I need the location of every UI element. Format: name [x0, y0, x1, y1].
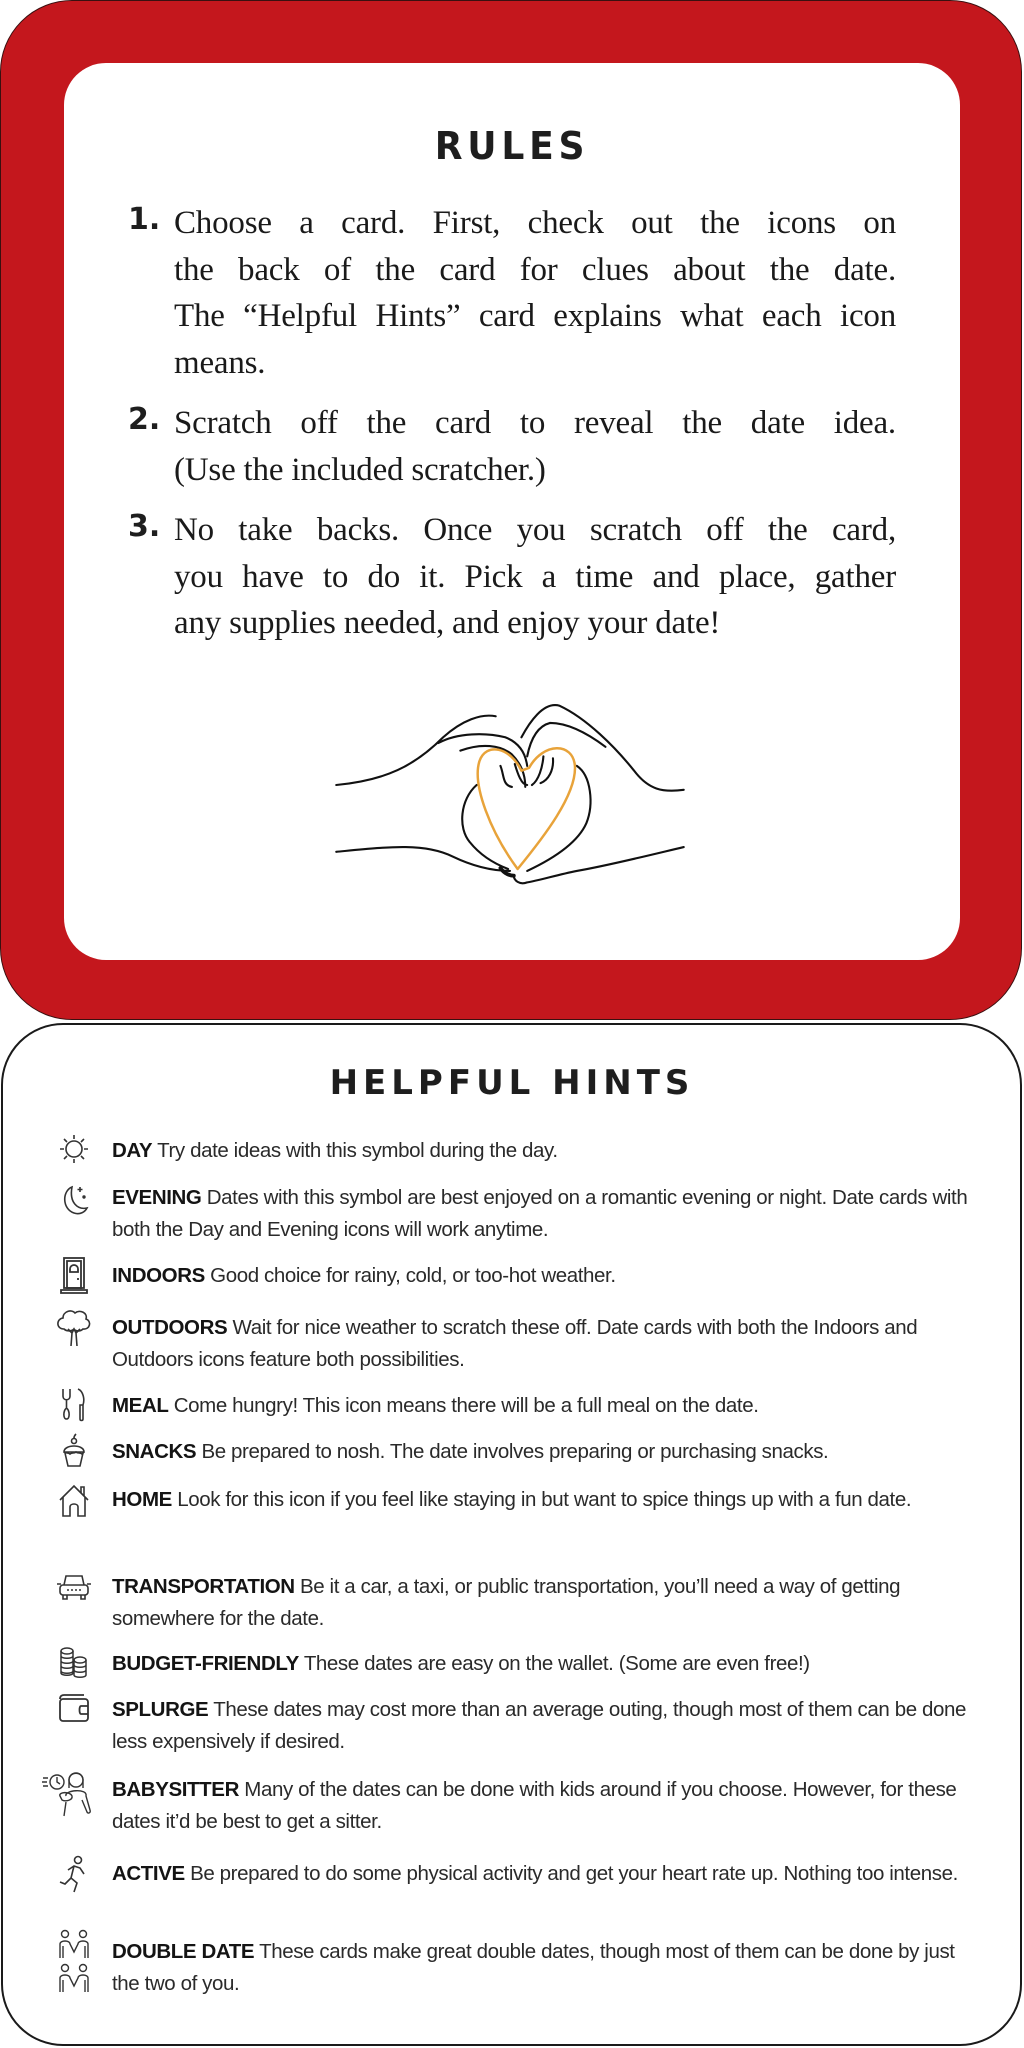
- hint-item: [112, 1774, 972, 1838]
- sun-icon: [50, 1125, 98, 1173]
- hint-text: These cards make great double dates, though most of them can be done by just the two of you.: [112, 1940, 955, 1995]
- hint-label: BUDGET-FRIENDLY: [112, 1652, 299, 1675]
- hint-text: Be prepared to do some physical activity and get your heart rate up. Nothing too intense.: [190, 1862, 958, 1885]
- hint-item: [112, 1858, 972, 1890]
- hint-text: Dates with this symbol are best enjoyed on a romantic evening or night. Date cards with both the Day and Evening icons will work anytime.: [112, 1186, 968, 1241]
- rule-item-1: [128, 200, 896, 386]
- cupcake-icon: [50, 1428, 98, 1476]
- hint-item: [112, 1484, 972, 1516]
- hint-text: Try date ideas with this symbol during the day.: [157, 1139, 558, 1162]
- hints-title: HELPFUL HINTS: [329, 1063, 695, 1103]
- hint-item: [112, 1571, 972, 1635]
- hint-label: INDOORS: [112, 1264, 205, 1287]
- rule-line: the back of the card for clues about the date.: [174, 251, 896, 288]
- hint-item: [112, 1436, 972, 1468]
- door-icon: [50, 1250, 98, 1298]
- hint-label: SPLURGE: [112, 1698, 209, 1721]
- hint-text: Good choice for rainy, cold, or too-hot weather.: [210, 1264, 616, 1287]
- tree-icon: [50, 1303, 98, 1351]
- rule-number: 3.: [128, 509, 161, 544]
- hint-item: [112, 1135, 972, 1167]
- rule-line: No take backs. Once you scratch off the card,: [174, 512, 896, 548]
- rule-line: Scratch off the card to reveal the date idea.: [174, 405, 896, 441]
- hint-text: Many of the dates can be done with kids around if you choose. However, for these dates it’d be best to get a sitter.: [112, 1778, 957, 1833]
- house-icon: [50, 1476, 98, 1524]
- rule-item-2: [128, 400, 896, 493]
- hint-label: TRANSPORTATION: [112, 1575, 295, 1598]
- babysitter-icon: [40, 1766, 98, 1824]
- couples-icon: [50, 1928, 98, 1996]
- helpful-hints-card: [1, 1023, 1022, 2046]
- hint-item: [112, 1260, 972, 1292]
- hint-item: [112, 1312, 972, 1376]
- rule-line: Choose a card. First, check out the icons on: [174, 205, 896, 241]
- hint-text: Be prepared to nosh. The date involves preparing or purchasing snacks.: [201, 1440, 829, 1463]
- fork-knife-icon: [50, 1381, 98, 1429]
- hint-label: BABYSITTER: [112, 1778, 239, 1801]
- hint-label: EVENING: [112, 1186, 202, 1209]
- hint-label: HOME: [112, 1488, 172, 1511]
- hint-text: These dates are easy on the wallet. (Some are even free!): [303, 1652, 810, 1675]
- hint-label: SNACKS: [112, 1440, 197, 1463]
- hint-text: Look for this icon if you feel like staying in but want to spice things up with a fun date.: [177, 1488, 912, 1511]
- hint-label: DOUBLE DATE: [112, 1940, 255, 1963]
- rule-line: The “Helpful Hints” card explains what each icon: [174, 298, 896, 334]
- rule-line: you have to do it. Pick a time and place, gather: [174, 558, 896, 595]
- hint-text: Be it a car, a taxi, or public transportation, you’ll need a way of getting somewhere for the date.: [112, 1575, 901, 1630]
- coins-icon: [50, 1640, 98, 1688]
- rules-list: [128, 200, 896, 661]
- rules-title: RULES: [434, 124, 590, 168]
- hint-text: Come hungry! This icon means there will be a full meal on the date.: [173, 1394, 759, 1417]
- hint-item: [112, 1936, 972, 2000]
- hint-text: These dates may cost more than an average outing, though most of them can be done less expensively if desired.: [112, 1698, 967, 1753]
- running-person-icon: [50, 1850, 98, 1898]
- hint-item: [112, 1390, 972, 1422]
- rule-line: any supplies needed, and enjoy your date!: [174, 605, 721, 641]
- hands-heart-illustration: [300, 680, 720, 890]
- wallet-icon: [50, 1685, 98, 1733]
- rule-item-3: [128, 507, 896, 647]
- moon-icon: [50, 1175, 98, 1223]
- hint-label: MEAL: [112, 1394, 169, 1417]
- hint-item: [112, 1182, 972, 1246]
- car-icon: [50, 1563, 98, 1611]
- hint-item: [112, 1694, 972, 1758]
- rule-line: (Use the included scratcher.): [174, 451, 546, 488]
- hint-item: [112, 1648, 972, 1680]
- hint-text: Wait for nice weather to scratch these off. Date cards with both the Indoors and Outdoors icons feature both possibilities.: [112, 1316, 918, 1371]
- rule-number: 2.: [128, 402, 161, 437]
- rule-number: 1.: [128, 202, 161, 237]
- hint-label: ACTIVE: [112, 1862, 185, 1885]
- hint-label: DAY: [112, 1139, 153, 1162]
- rule-line: means.: [174, 344, 266, 381]
- hint-label: OUTDOORS: [112, 1316, 228, 1339]
